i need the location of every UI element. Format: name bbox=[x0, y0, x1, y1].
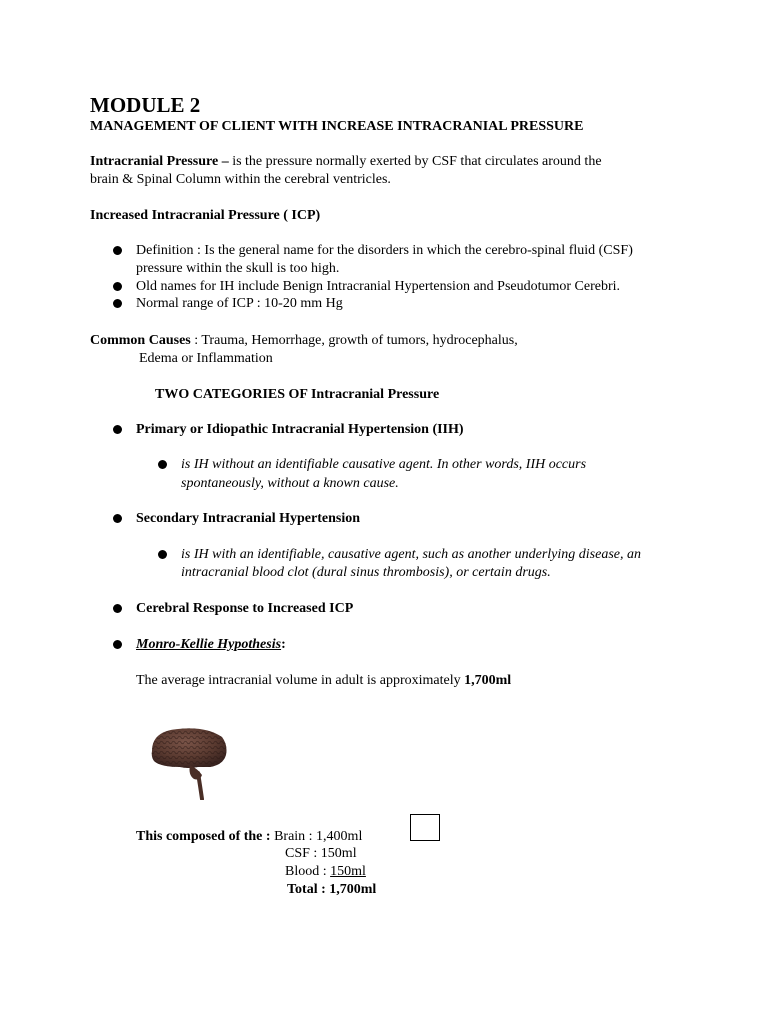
bullet-normal-range: Normal range of ICP : 10-20 mm Hg bbox=[136, 296, 343, 311]
average-volume-line bbox=[136, 672, 511, 690]
average-volume-text: The average intracranial volume in adult is approximately bbox=[136, 673, 465, 688]
composition-blood-line bbox=[285, 863, 366, 881]
composition-blood-value: 150ml bbox=[330, 864, 366, 879]
bullet-dot-icon bbox=[113, 604, 122, 613]
cerebral-response-heading: Cerebral Response to Increased ICP bbox=[136, 601, 354, 616]
bullet-dot-icon bbox=[158, 460, 167, 469]
secondary-description-line2: intracranial blood clot (dural sinus thrombosis), or certain drugs. bbox=[181, 565, 551, 580]
monro-kellie-colon: : bbox=[281, 637, 286, 652]
composition-csf: CSF : 150ml bbox=[285, 846, 357, 861]
common-causes-line2: Edema or Inflammation bbox=[139, 351, 273, 366]
bullet-old-names: Old names for IH include Benign Intracranial Hypertension and Pseudotumor Cerebri. bbox=[136, 279, 621, 294]
increased-icp-heading: Increased Intracranial Pressure ( ICP) bbox=[90, 208, 321, 223]
composition-brain: Brain : 1,400ml bbox=[270, 829, 363, 844]
common-causes-text: : Trauma, Hemorrhage, growth of tumors, hydrocephalus, bbox=[190, 333, 518, 348]
primary-description-line2: spontaneously, without a known cause. bbox=[181, 476, 399, 491]
common-causes-label: Common Causes bbox=[90, 333, 191, 348]
common-causes-line1 bbox=[90, 332, 518, 350]
secondary-description-line1: is IH with an identifiable, causative agent, such as another underlying disease, an bbox=[181, 547, 641, 562]
bullet-dot-icon bbox=[113, 282, 122, 291]
bullet-definition-line1: Definition : Is the general name for the disorders in which the cerebro-spinal fluid (CSF) bbox=[136, 243, 633, 258]
bullet-dot-icon bbox=[113, 246, 122, 255]
composition-blood-label: Blood : bbox=[285, 864, 331, 879]
categories-heading: TWO CATEGORIES OF Intracranial Pressure bbox=[155, 387, 440, 402]
empty-checkbox-icon bbox=[410, 814, 440, 841]
bullet-dot-icon bbox=[113, 425, 122, 434]
module-title: MODULE 2 bbox=[90, 93, 201, 117]
bullet-dot-icon bbox=[113, 299, 122, 308]
bullet-definition-line2: pressure within the skull is too high. bbox=[136, 261, 340, 276]
icp-definition-text: is the pressure normally exerted by CSF that circulates around the bbox=[228, 154, 602, 169]
monro-kellie-heading bbox=[136, 636, 286, 654]
secondary-ih-heading: Secondary Intracranial Hypertension bbox=[136, 511, 360, 526]
composition-brain-line bbox=[136, 828, 362, 846]
composition-label: This composed of the : bbox=[136, 829, 271, 844]
icp-definition-line1 bbox=[90, 153, 602, 171]
icp-definition-line2: brain & Spinal Column within the cerebral ventricles. bbox=[90, 172, 391, 187]
bullet-dot-icon bbox=[113, 514, 122, 523]
monro-kellie-label: Monro-Kellie Hypothesis bbox=[136, 637, 282, 652]
composition-total: Total : 1,700ml bbox=[287, 882, 377, 897]
icp-term: Intracranial Pressure – bbox=[90, 154, 229, 169]
primary-iih-heading: Primary or Idiopathic Intracranial Hypertension (IIH) bbox=[136, 422, 464, 437]
primary-description-line1: is IH without an identifiable causative agent. In other words, IIH occurs bbox=[181, 457, 587, 472]
brain-illustration-icon bbox=[148, 725, 230, 800]
bullet-dot-icon bbox=[158, 550, 167, 559]
bullet-dot-icon bbox=[113, 640, 122, 649]
document-subtitle: MANAGEMENT OF CLIENT WITH INCREASE INTRACRANIAL PRESSURE bbox=[90, 119, 584, 134]
average-volume-value: 1,700ml bbox=[464, 673, 512, 688]
